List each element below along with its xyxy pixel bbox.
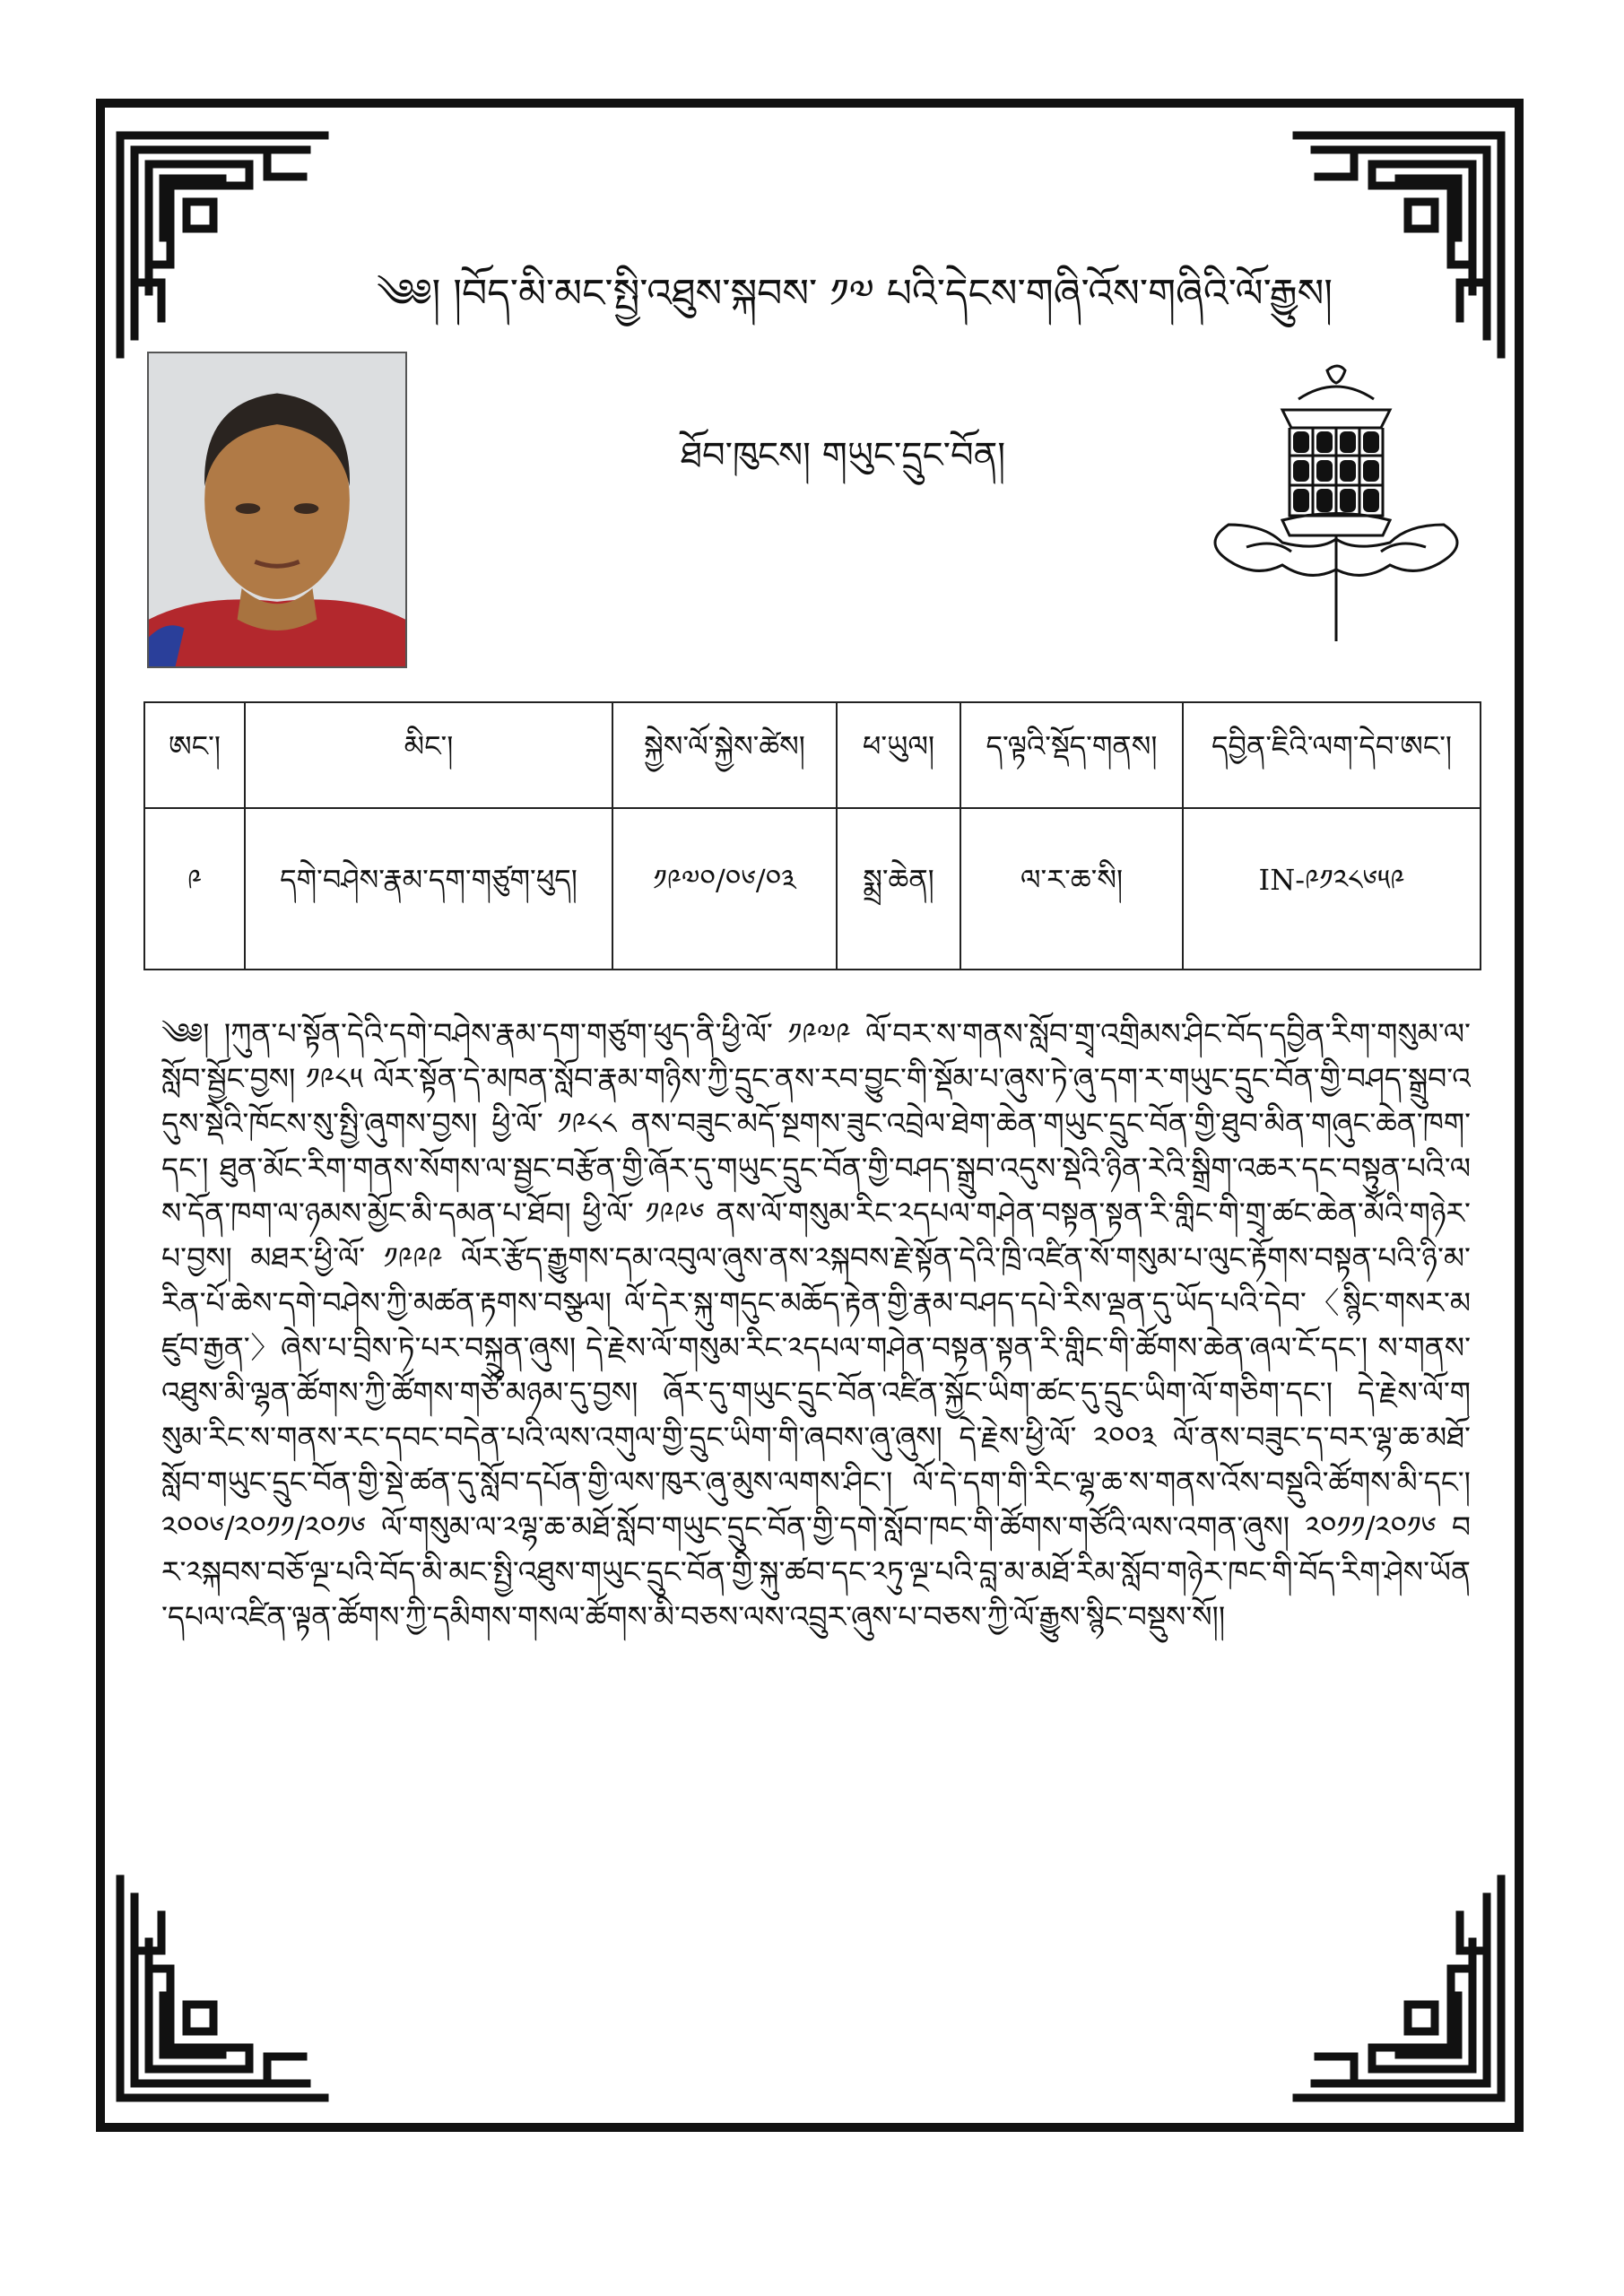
cell-id-number: IN-༩༡༢༨༦༥༩ xyxy=(1183,808,1481,970)
header-name: མིང་། xyxy=(245,702,612,808)
candidate-info-table xyxy=(143,701,1481,970)
corner-ornament-bottom-right xyxy=(1291,1874,1507,2103)
cell-number: ༩ xyxy=(144,808,245,970)
cell-birth-date: ༡༩༧༠/༠༦/༠༣ xyxy=(612,808,837,970)
header-number: ཨང་། xyxy=(144,702,245,808)
table-row xyxy=(144,808,1481,970)
biography-text: ༄༅། །ཀུན་པ་སྟོན་དེའི་དགེ་བཤེས་རྣམ་དག་གཙུག་ཕུད་ནི་ཕྱི་ལོ་ ༡༩༧༩ ལོ་བར་ས་གནས་སློབ་གྲྭ་འགྲིམས་ཤིང་བོད་དབྱིན་རིག་གསུམ་ལ་སློབ་སྦྱོང་བྱས། ༡༩༨༥ ལོར་སྟོན་དེ་མཁན་སློབ་རྣམ་གཉིས་ཀྱི་དྲུང་ནས་རབ་བྱུང་གི་སྡོམ་པ་ཞུས་ཏེ་ཞུ་དག་ར་གཡུང་དྲུང་བོན་གྱི་བཤད་སྒྲུབ་འདུས་སྡེའི་ཁོངས་སུ་སྤྱི་ཞུགས་བྱས། ཕྱི་ལོ་ ༡༩༨༨ ནས་བཟུང་མདོ་སྔགས་ཟུང་འབྲེལ་ཐེག་ཆེན་གཡུང་དྲུང་བོན་གྱི་ཐུབ་མིན་གཞུང་ཆེན་ཁག་དང་། ཐུན་མོང་རིག་གནས་སོགས་ལ་སྦྱང་བརྩོན་གྱི་ཞོར་དུ་གཡུང་དྲུང་བོན་གྱི་བཤད་སྒྲུབ་འདུས་སྡེའི་ཉིན་རེའི་སྒྲིག་འཆར་དང་བསྟུན་པའི་ལས་དོན་ཁག་ལ་ཉམས་མྱོང་མི་དམན་པ་ཐོབ། ཕྱི་ལོ་ ༡༩༩༦ ནས་ལོ་གསུམ་རིང་༢དཔལ་གཤེན་བསྟན་སྟན་རི་གླིང་གི་གྲྭ་ཚང་ཆེན་མོའི་གཉེར་པ་བྱས། མཐར་ཕྱི་ལོ་ ༡༩༩༩ ལོར་རྩོད་རྒྱུགས་དམ་འབུལ་ཞུས་ནས་༢སྐབས་རྗེ་སྟོན་དེའི་ཁྲི་འཛིན་སོ་གསུམ་པ་ལུང་རྟོགས་བསྟན་པའི་ཉི་མ་རིན་པོ་ཆེས་དགེ་བཤེས་ཀྱི་མཚན་རྟགས་བསྩལ། ལོ་དེར་སྐུ་གདུང་མཆོད་རྟེན་གྱི་རྣམ་བཤད་དཔེ་རིས་ལྡན་དུ་ཡོད་པའི་དེབ་〈སྙིང་གསར་མཛུབ་རྒྱན་〉ཞེས་པ་བྲིས་ཏེ་པར་བསྐྲུན་ཞུས། དེ་རྗེས་ལོ་གསུམ་རིང་༢དཔལ་གཤེན་བསྟན་སྟན་རི་གླིང་གི་ཚོགས་ཆེན་ཞལ་ངོ་དང་། ས་གནས་འཐུས་མི་ལྷན་ཚོགས་ཀྱི་ཚོགས་གཙོ་མཉམ་དུ་བྱས། ཞོར་དུ་གཡུང་དྲུང་བོན་འཛིན་སྐྱོང་ཡིག་ཚང་དུ་དྲུང་ཡིག་ལོ་གཅིག་དང་། དེ་རྗེས་ལོ་གསུམ་རིང་ས་གནས་རང་དབང་བདེན་པའི་ལས་འགུལ་གྱི་དྲུང་ཡིག་གི་ཞབས་ཞུ་ཞུས། དེ་རྗེས་ཕྱི་ལོ་ ༢༠༠༣ ལོ་ནས་བཟུང་ད་བར་ལྷ་ཆ་མཐོ་སློབ་གཡུང་དྲུང་བོན་གྱི་སྡེ་ཚན་དུ་སློབ་དཔོན་གྱི་ལས་ཁུར་ཞུ་མུས་ལགས་ཤིང་། ལོ་དེ་དག་གི་རིང་ལྷ་ཆ་ས་གནས་འོས་བསྡུའི་ཚོགས་མི་དང་། ༢༠༠༦/༢༠༡༡/༢༠༡༦ ལོ་གསུམ་ལ་༢ལྷ་ཆ་མཐོ་སློབ་གཡུང་དྲུང་བོན་གྱི་དགེ་སློབ་ཁང་གི་ཚོགས་གཙོའི་ལས་འགན་ཞུས། ༢༠༡༡/༢༠༡༦ བར་༢སྐབས་བཅོ་ལྔ་པའི་བོད་མི་མང་སྤྱི་འཐུས་གཡུང་དྲུང་བོན་གྱི་སྐུ་ཚབ་དང་༢ཏུ་ལྔ་པའི་བླ་མ་མཐོ་རིམ་སློབ་གཉེར་ཁང་གི་བོད་རིག་ཤེས་ཡོན་དཔལ་འཛིན་ལྟན་ཚོགས་ཀྱི་དམིགས་གསལ་ཚོགས་མི་བཅས་ལས་འབྲུར་ཞུས་པ་བཅས་ཀྱི་ལོ་རྒྱུས་སྙིང་བསྡུས་སོ།། xyxy=(161,1016,1471,1634)
cell-native-place: སྨྲ་ཆེན། xyxy=(837,808,960,970)
corner-ornament-top-left xyxy=(115,130,330,359)
cell-name: དགེ་བཤེས་རྣམ་དག་གཙུག་ཕུད། xyxy=(245,808,612,970)
table-header-row xyxy=(144,702,1481,808)
corner-ornament-top-right xyxy=(1291,130,1507,359)
corner-ornament-bottom-left xyxy=(115,1874,330,2103)
page-title: ༄༅། །བོད་མི་མང་སྤྱི་འཐུས་སྐབས་ ༡༧ པའི་དེངས་གཞི་འོས་གཞིའི་ལོ་རྒྱུས། xyxy=(377,271,1333,317)
header-native-place: ཕ་ཡུལ། xyxy=(837,702,960,808)
victory-banner-emblem xyxy=(1193,363,1480,650)
candidate-affiliation: ཐོབ་ཁུངས། གཡུང་དྲུང་བོན། xyxy=(680,435,1006,476)
cell-current-residence: ལ་ར་ཆ་སི། xyxy=(960,808,1183,970)
header-current-residence: ད་ལྟའི་སྡོད་གནས། xyxy=(960,702,1183,808)
header-id-number: དབྱིན་ཇིའི་ལག་དེབ་ཨང་། xyxy=(1183,702,1481,808)
header-birth-date: སྐྱེས་ལོ་སྐྱེས་ཚེས། xyxy=(612,702,837,808)
candidate-photo xyxy=(147,352,407,668)
